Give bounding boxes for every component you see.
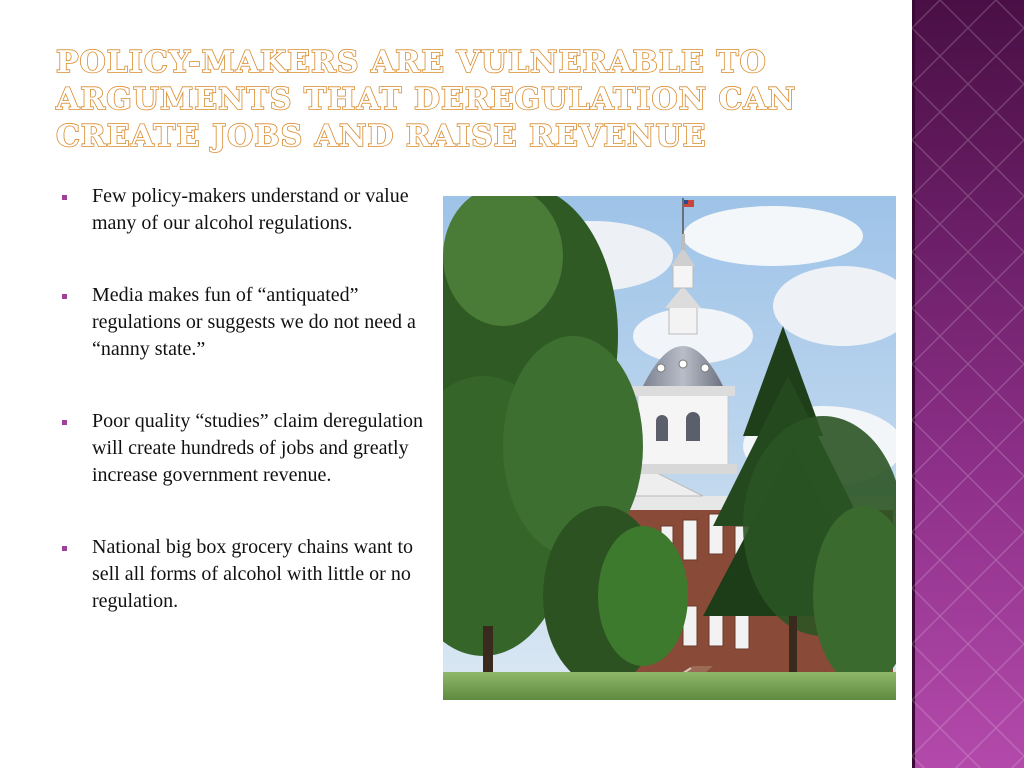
bullet-marker-icon	[62, 420, 67, 425]
bullet-marker-icon	[62, 546, 67, 551]
bullet-item	[60, 282, 432, 363]
bullet-marker-icon	[62, 294, 67, 299]
bullet-item	[60, 183, 432, 237]
bullet-item	[60, 534, 432, 615]
state-house-photo	[443, 196, 896, 700]
bullet-text: Poor quality “studies” claim deregulation will create hundreds of jobs and greatly increase government revenue.	[92, 410, 424, 486]
bullet-list	[60, 183, 432, 660]
slide-title: POLICY-MAKERS ARE VULNERABLE TO ARGUMENTS THAT DEREGULATION CAN CREATE JOBS AND RAISE REVENUE	[56, 45, 797, 154]
bullet-item	[60, 408, 432, 489]
diamond-pattern-icon	[912, 0, 1024, 768]
bullet-marker-icon	[62, 195, 67, 200]
bullet-text: Few policy-makers understand or value many of our alcohol regulations.	[92, 185, 409, 234]
bullet-text: Media makes fun of “antiquated” regulations or suggests we do not need a “nanny state.”	[92, 284, 416, 360]
decorative-side-band	[912, 0, 1024, 768]
bullet-text: National big box grocery chains want to sell all forms of alcohol with little or no regulation.	[92, 536, 414, 612]
